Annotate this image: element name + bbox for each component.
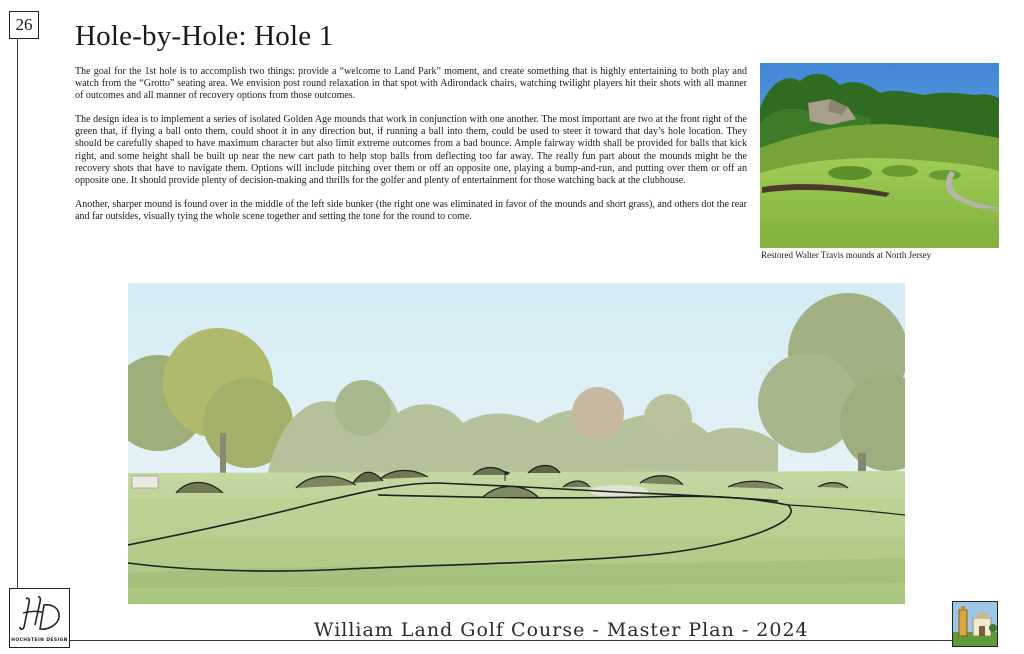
frame-left-rule <box>17 38 18 590</box>
logo-text: HOCHSTEIN DESIGN <box>11 638 68 643</box>
page-title: Hole-by-Hole: Hole 1 <box>75 20 334 52</box>
photo-caption: Restored Walter Travis mounds at North Jersey <box>761 250 932 260</box>
page-number: 26 <box>9 11 39 39</box>
paragraph-intro: The goal for the 1st hole is to accomplish two things: provide a “welcome to Land Park” moment, and create something that is highly entertaining to both play and watch from the “Grotto” seating area. We envision post round relaxation in that spot with Adirondack chairs, watching twilight players hit their shots with all manner of outcomes and all manner of recovery options from those outcomes. <box>75 66 747 102</box>
body-text <box>75 66 747 235</box>
paragraph-design-idea: The design idea is to implement a series of isolated Golden Age mounds that work in conjunction with one another. The most important are two at the front right of the green that, if flying a ball onto them, could shoot it in any direction but, if running a ball into them, could be used to steer it toward that day’s hole location. They should be carefully shaped to have maximum character but also limit extreme outcomes from a bad bounce. Ample fairway width shall be provided for balls that kick right, and some height shall be built up near the new cart path to help stop balls from deflecting too far away. The really fun part about the mounds might be the recovery shots that have to navigate them. Options will include pitching over them or off an opposite one, playing a bump-and-run, and putting over them or off an opposite one. It should provide plenty of decision-making and thrills for the golfer and plenty of entertainment for those watching back at the clubhouse. <box>75 114 747 186</box>
footer-text: William Land Golf Course - Master Plan - 2024 <box>314 619 809 641</box>
hole-1-rendering <box>128 283 905 604</box>
paragraph-sharper-mound: Another, sharper mound is found over in the middle of the left side bunker (the right one was eliminated in favor of the mounds and short grass), and others dot the rear and far outsides, visually tying the whole scene together and setting the tone for the round to come. <box>75 198 747 222</box>
hd-monogram-icon <box>16 593 64 633</box>
north-jersey-mounds-photo <box>760 63 999 248</box>
hochstein-design-logo <box>9 588 70 648</box>
william-land-course-logo <box>952 601 998 647</box>
